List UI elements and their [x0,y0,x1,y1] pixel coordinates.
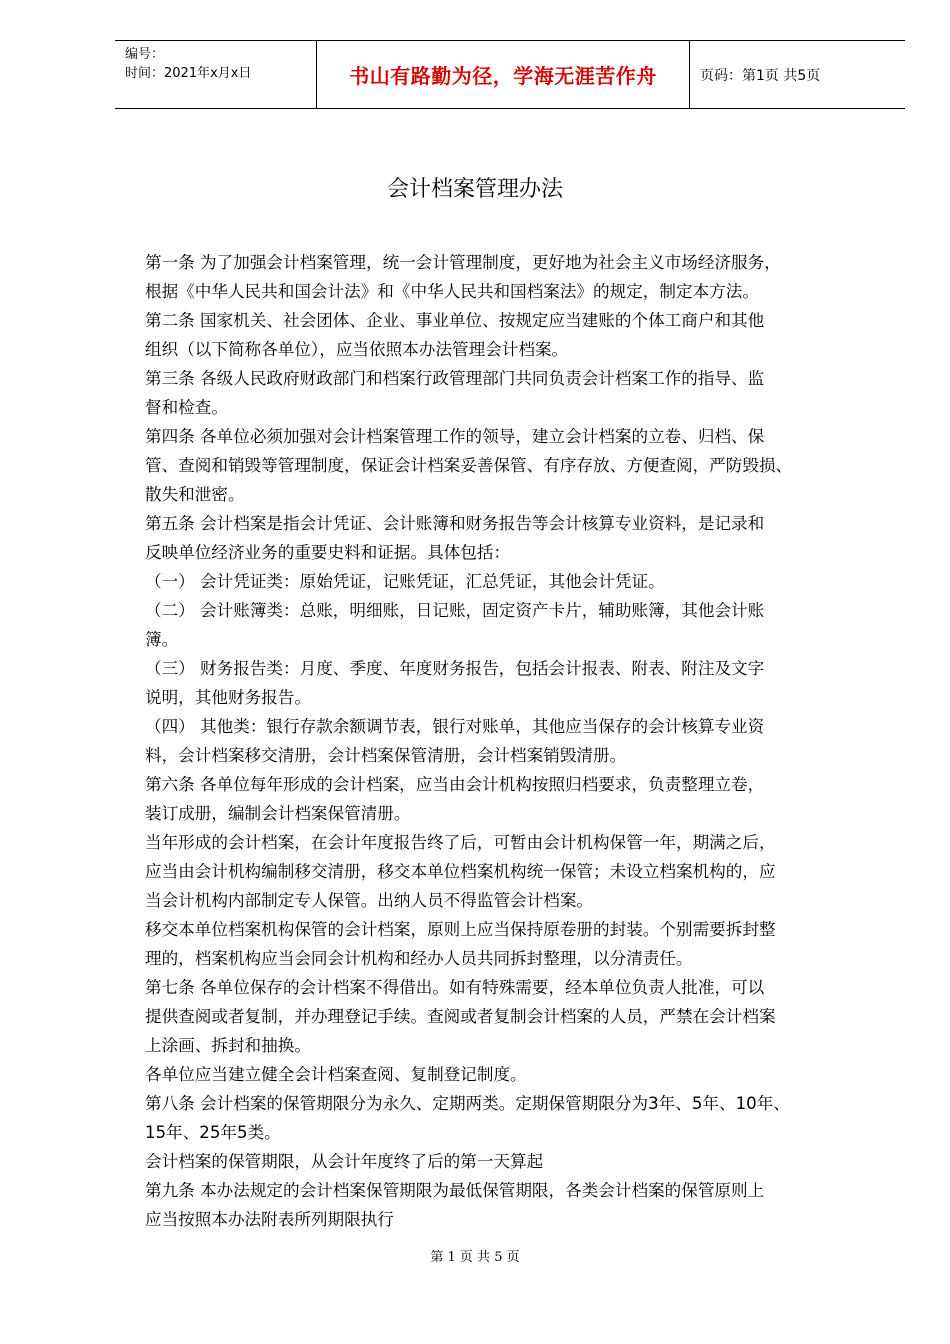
header-meta [115,41,316,108]
article-8-clause-2: 会计档案的保管期限，从会计年度终了后的第一天算起 [145,1152,544,1171]
article-1: 第一条 为了加强会计档案管理，统一会计管理制度，更好地为社会主义市场经济服务， 根据《中华人民共和国会计法》和《中华人民共和国档案法》的规定，制定本方法。 [145,253,781,301]
doc-number-label: 编号： [125,47,165,62]
article-6: 第六条 各单位每年形成的会计档案，应当由会计机构按照归档要求，负责整理立卷， 装订成册，编制会计档案保管清册。 [145,775,765,823]
article-4: 第四条 各单位必须加强对会计档案管理工作的领导，建立会计档案的立卷、归档、保 管、查阅和销毁等管理制度，保证会计档案妥善保管、有序存放、方便查阅，严防毁损、 散失和泄密。 [145,427,793,504]
article-5: 第五条 会计档案是指会计凭证、会计账簿和财务报告等会计核算专业资料，是记录和 反映单位经济业务的重要史料和证据。具体包括： [145,514,765,562]
doc-date: 时间：2021年x月x日 [125,66,252,81]
article-9: 第九条 本办法规定的会计档案保管期限为最低保管期限，各类会计档案的保管原则上 应当按照本办法附表所列期限执行 [145,1181,765,1229]
document-body [145,248,890,1234]
header-page-info: 页码：第1页 共5页 [700,67,821,84]
article-7: 第七条 各单位保存的会计档案不得借出。如有特殊需要，经本单位负责人批准，可以 提供查阅或者复制，并办理登记手续。查阅或者复制会计档案的人员，严禁在会计档案 上涂画、拆封和抽换。 [145,978,776,1055]
page-header [115,40,905,109]
article-2: 第二条 国家机关、社会团体、企业、事业单位、按规定应当建账的个体工商户和其他 组织（以下简称各单位），应当依照本办法管理会计档案。 [145,311,765,359]
item-3: （三） 财务报告类：月度、季度、年度财务报告，包括会计报表、附表、附注及文字 说明，其他财务报告。 [145,659,765,707]
article-8: 第八条 会计档案的保管期限分为永久、定期两类。定期保管期限分为3年、5年、10年、 15年、25年5类。 [145,1094,790,1142]
article-6-clause-2: 当年形成的会计档案，在会计年度报告终了后，可暂由会计机构保管一年，期满之后， 应当由会计机构编制移交清册，移交本单位档案机构统一保管；未设立档案机构的，应 当会计机构内部制定专人保管。出纳人员不得监管会计档案。 [145,833,776,910]
page-footer: 第 1 页 共 5 页 [430,1250,520,1265]
article-3: 第三条 各级人民政府财政部门和档案行政管理部门共同负责会计档案工作的指导、监 督和检查。 [145,369,765,417]
article-7-clause-2: 各单位应当建立健全会计档案查阅、复制登记制度。 [145,1065,527,1084]
header-motto: 书山有路勤为径，学海无涯苦作舟 [316,41,690,108]
document-title: 会计档案管理办法 [386,177,563,202]
article-6-clause-3: 移交本单位档案机构保管的会计档案，原则上应当保持原卷册的封装。个别需要拆封整 理的，档案机构应当会同会计机构和经办人员共同拆封整理，以分清责任。 [145,920,776,968]
item-4: （四） 其他类：银行存款余额调节表，银行对账单，其他应当保存的会计核算专业资 料，会计档案移交清册，会计档案保管清册，会计档案销毁清册。 [145,717,765,765]
item-2: （二） 会计账簿类：总账，明细账，日记账，固定资产卡片，辅助账簿，其他会计账 簿。 [145,601,765,649]
item-1: （一） 会计凭证类：原始凭证，记账凭证，汇总凭证，其他会计凭证。 [145,572,665,591]
